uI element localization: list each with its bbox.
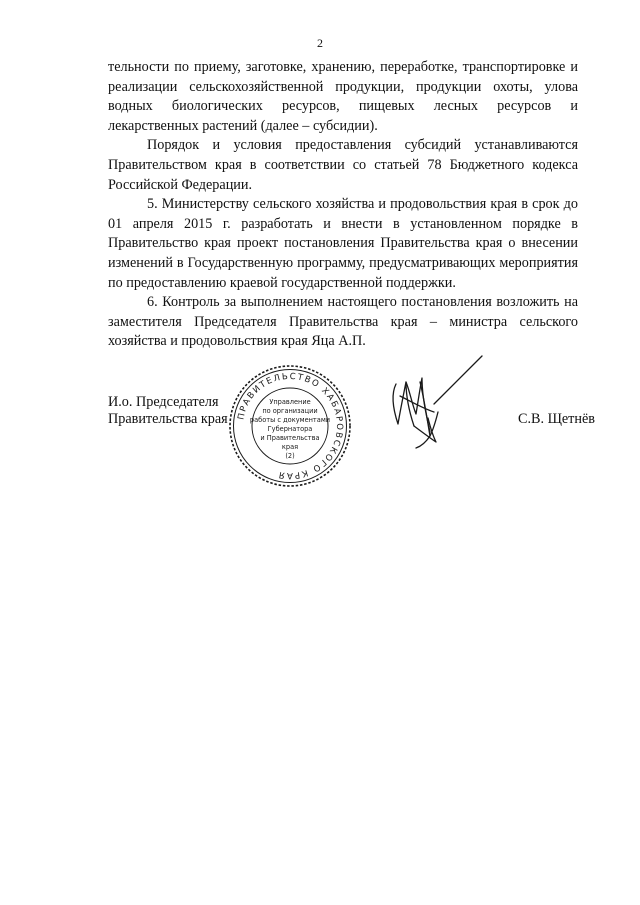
seal-center-line-6: края [281, 443, 299, 451]
paragraph-item-6: 6. Контроль за выполнением настоящего постановления возложить на заместителя Председателя Правительства края – министра сельского хозяйства и продовольствия края Яца А.П. [108, 294, 578, 350]
paragraph-subsidy-procedure: Порядок и условия предоставления субсидий устанавливаются Правительством края в соответствии со статьей 78 Бюджетного кодекса Российской Федерации. [108, 137, 578, 193]
seal-center-line-3: работы с документами [249, 416, 331, 424]
seal-center-line-4: Губернатора [267, 425, 313, 433]
seal-center-line-1: Управление [269, 398, 311, 406]
signer-position [108, 394, 228, 427]
seal-center-line-7: (2) [285, 452, 295, 460]
seal-center-line-5: и Правительства [260, 434, 320, 442]
seal-ring-text: ПРАВИТЕЛЬСТВО ХАБАРОВСКОГО КРАЯ [236, 371, 345, 481]
paragraph-subsidies-continuation: тельности по приему, заготовке, хранению, переработке, транспортировке и реализации сельскохозяйственной продукции, продукции охоты, улова водных биологических ресурсов, пищевых лесных ресурсов и лекарственных растений (далее – субсидии). [108, 59, 578, 134]
official-seal [228, 364, 352, 488]
page-number: 2 [317, 36, 323, 50]
seal-center-line-2: по организации [262, 407, 318, 415]
paragraph-item-5: 5. Министерству сельского хозяйства и продовольствия края в срок до 01 апреля 2015 г. разработать и внести в установленном порядке в Правительство края проект постановления Правительства края о внесении изменений в Государственную программу, предусматривающих мероприятия по предоставлению краевой государственной поддержки. [108, 196, 578, 291]
signer-position-line-1: И.о. Председателя [108, 394, 219, 410]
handwritten-signature [376, 352, 486, 460]
document-body [108, 58, 578, 352]
signer-name: С.В. Щетнёв [518, 411, 595, 427]
signer-position-line-2: Правительства края [108, 410, 228, 427]
